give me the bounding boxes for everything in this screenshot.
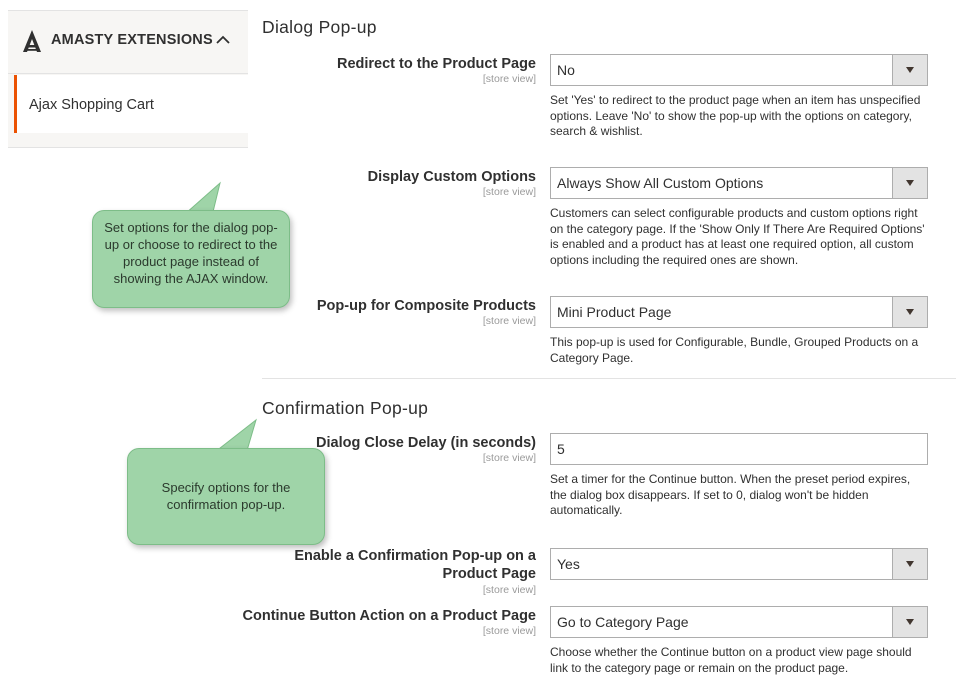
sidebar-title: AMASTY EXTENSIONS xyxy=(51,32,213,48)
select-value: No xyxy=(557,62,575,78)
field-note-composite: This pop-up is used for Configurable, Bundle, Grouped Products on a Category Page. xyxy=(550,335,919,365)
chevron-down-icon[interactable] xyxy=(892,55,927,85)
scope-label: [store view] xyxy=(482,452,536,464)
amasty-logo-icon xyxy=(22,29,42,53)
close-delay-input[interactable] xyxy=(550,433,928,465)
field-label-composite: Pop-up for Composite Products xyxy=(316,298,536,314)
sidebar-item-ajax-shopping-cart[interactable] xyxy=(14,75,251,133)
select-value: Yes xyxy=(557,556,580,572)
field-note-custom-options: Customers can select configurable products and custom options right on the category page. If the 'Show Only If There Are Required Options' is enabled and a product has at least one required option, all custom options including the required ones are shown. xyxy=(550,206,925,267)
continue-action-select[interactable] xyxy=(550,606,928,638)
scope-label: [store view] xyxy=(482,584,536,596)
scope-label: [store view] xyxy=(482,315,536,327)
select-value: Always Show All Custom Options xyxy=(557,175,764,191)
field-label-redirect: Redirect to the Product Page xyxy=(336,56,536,72)
field-label-delay: Dialog Close Delay (in seconds) xyxy=(316,435,536,451)
field-label-enable-product: Enable a Confirmation Pop-up on a Product Page xyxy=(294,548,536,582)
section-title-dialog: Dialog Pop-up xyxy=(262,17,377,37)
section-divider xyxy=(262,378,956,379)
scope-label: [store view] xyxy=(482,73,536,85)
section-title-confirmation: Confirmation Pop-up xyxy=(262,398,429,418)
select-value: Mini Product Page xyxy=(557,304,672,320)
field-note-continue-action: Choose whether the Continue button on a product view page should link to the category page or remain on the product page. xyxy=(550,645,912,675)
enable-confirmation-select[interactable] xyxy=(550,548,928,580)
sidebar-item-label: Ajax Shopping Cart xyxy=(29,97,154,113)
composite-select[interactable] xyxy=(550,296,928,328)
select-value: Go to Category Page xyxy=(557,614,689,630)
field-label-custom-options: Display Custom Options xyxy=(367,169,536,185)
chevron-down-icon[interactable] xyxy=(892,549,927,579)
chevron-down-icon[interactable] xyxy=(892,168,927,198)
chevron-up-icon[interactable] xyxy=(214,31,232,49)
scope-label: [store view] xyxy=(482,186,536,198)
field-label-continue-action: Continue Button Action on a Product Page xyxy=(242,608,536,624)
input-value: 5 xyxy=(557,441,565,457)
chevron-down-icon[interactable] xyxy=(892,297,927,327)
custom-options-select[interactable] xyxy=(550,167,928,199)
callout-confirmation xyxy=(127,448,325,545)
chevron-down-icon[interactable] xyxy=(892,607,927,637)
callout-dialog-text: Set options for the dialog pop-up or choose to redirect to the product page instead of showing the AJAX window. xyxy=(104,220,278,286)
field-note-redirect: Set 'Yes' to redirect to the product page when an item has unspecified options. Leave 'No' to show the pop-up with the options on category, search & wishlist. xyxy=(550,93,921,138)
sidebar-section-header[interactable] xyxy=(8,11,248,74)
callout-confirmation-text: Specify options for the confirmation pop-up. xyxy=(161,480,291,512)
scope-label: [store view] xyxy=(482,625,536,637)
field-note-delay: Set a timer for the Continue button. When the preset period expires, the dialog box disappears. If set to 0, dialog won't be hidden automatically. xyxy=(550,472,911,517)
sidebar xyxy=(8,10,248,148)
callout-dialog xyxy=(92,210,290,308)
redirect-select[interactable] xyxy=(550,54,928,86)
